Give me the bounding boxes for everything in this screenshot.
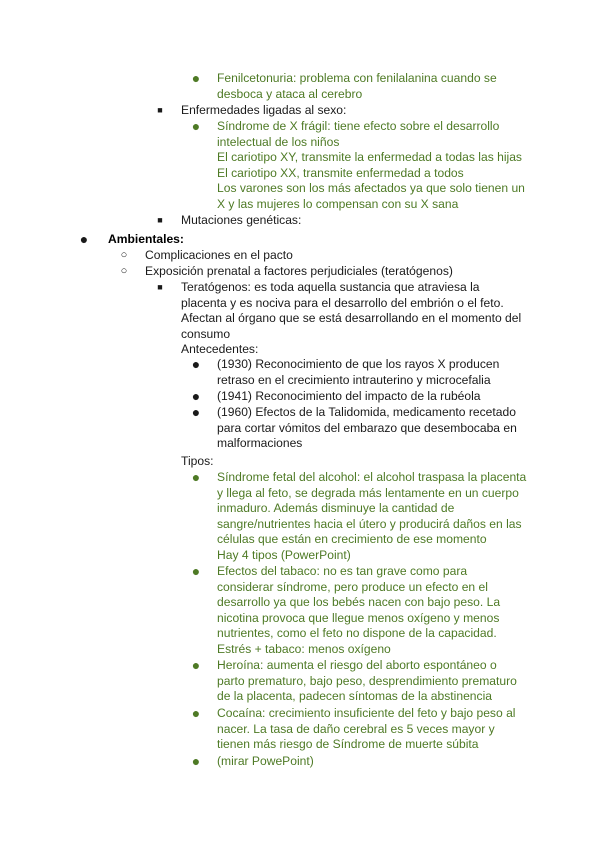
- text-line: y llega al feto, se degrada más lentamente en un cuerpo: [217, 485, 519, 500]
- text-line: Los varones son los más afectados ya que solo tienen un: [217, 181, 525, 196]
- list-item-text: [217, 389, 481, 405]
- list-item-text: [181, 454, 213, 470]
- bullet-square-icon: ■: [157, 105, 163, 115]
- bullet-dot-icon: ●: [191, 70, 201, 86]
- text-line: (mirar PowePoint): [217, 754, 314, 768]
- text-line: retraso en el crecimiento intrauterino y microcefalia: [217, 372, 491, 387]
- text-line: parto prematuro, bajo peso, desprendimiento prematuro: [217, 673, 517, 688]
- list-item-text: [181, 213, 301, 229]
- text-line: Estrés + tabaco: menos oxígeno: [217, 641, 391, 656]
- list-item-text: [217, 71, 497, 102]
- text-line: Efectos del tabaco: no es tan grave como para: [217, 564, 468, 578]
- text-line: consumo: [181, 326, 231, 341]
- text-line: malformaciones: [217, 436, 303, 451]
- text-line: Complicaciones en el pacto: [145, 248, 293, 262]
- text-line: Heroína: aumenta el riesgo del aborto espontáneo o: [217, 658, 497, 672]
- bullet-square-icon: ■: [157, 215, 163, 225]
- text-line: X y las mujeres lo compensan con su X sana: [217, 196, 459, 211]
- bullet-dot-icon: ●: [191, 469, 201, 485]
- text-line: considerar síndrome, pero produce un efecto en el: [217, 579, 488, 594]
- bullet-dot-icon: ●: [191, 705, 201, 721]
- text-line: (1930) Reconocimiento de que los rayos X producen: [217, 357, 500, 371]
- text-line: nicotina provoca que llegue menos oxígeno y menos: [217, 610, 500, 625]
- text-line: inmaduro. Además disminuye la cantidad de: [217, 501, 455, 516]
- list-item-text: [217, 658, 517, 705]
- list-item-text: [108, 232, 184, 248]
- bullet-dot-icon: ●: [191, 404, 201, 420]
- text-line: Antecedentes:: [181, 342, 259, 357]
- text-line: El cariotipo XY, transmite la enfermedad a todas las hijas: [217, 150, 522, 165]
- text-line: tienen más riesgo de Síndrome de muerte súbita: [217, 737, 479, 752]
- text-line: Teratógenos: es toda aquella sustancia que atraviesa la: [181, 280, 480, 294]
- text-line: placenta y es nociva para el desarrollo del embrión o el feto.: [181, 295, 504, 310]
- list-item-text: [217, 470, 526, 564]
- list-item-text: [217, 405, 517, 452]
- list-item-text: [217, 357, 499, 388]
- bullet-circle-icon: ○: [120, 265, 128, 277]
- text-line: Cocaína: crecimiento insuficiente del feto y bajo peso al: [217, 706, 516, 720]
- text-line: intelectual de los niños: [217, 134, 340, 149]
- text-line: nutrientes, como el feto no dispone de la capacidad.: [217, 626, 497, 641]
- text-line: Fenilcetonuria: problema con fenilalanina cuando se: [217, 71, 497, 85]
- text-line: desboca y ataca al cerebro: [217, 86, 363, 101]
- text-line: Mutaciones genéticas:: [181, 213, 302, 227]
- bullet-dot-icon: ●: [191, 753, 201, 769]
- bullet-square-icon: ■: [157, 282, 163, 292]
- bullet-dot-icon: ●: [191, 356, 201, 372]
- bullet-circle-icon: ○: [120, 249, 128, 261]
- text-line: sangre/nutrientes hacia el útero y producirá daños en las: [217, 516, 522, 531]
- list-item-text: [217, 706, 515, 753]
- text-line: para cortar vómitos del embarazo que desembocaba en: [217, 420, 517, 435]
- list-item-text: [145, 248, 293, 264]
- list-item-text: [217, 754, 314, 770]
- text-line: Síndrome de X frágil: tiene efecto sobre el desarrollo: [217, 119, 500, 133]
- list-item-text: [217, 564, 500, 658]
- list-item-text: [217, 119, 525, 213]
- text-line: El cariotipo XX, transmite enfermedad a todos: [217, 165, 464, 180]
- text-line: células que están en crecimiento de ese momento: [217, 532, 487, 547]
- text-line: nacer. La tasa de daño cerebral es 5 veces mayor y: [217, 721, 495, 736]
- text-line: de la placenta, padecen síntomas de la abstinencia: [217, 689, 492, 704]
- bullet-dot-icon: ●: [191, 563, 201, 579]
- text-line: Afectan al órgano que se está desarrollando en el momento del: [181, 311, 522, 326]
- list-item-text: [181, 280, 521, 358]
- bullet-dot-icon: ●: [191, 388, 201, 404]
- text-line: Enfermedades ligadas al sexo:: [181, 103, 347, 117]
- list-item-text: [145, 264, 453, 280]
- text-line: Exposición prenatal a factores perjudiciales (teratógenos): [145, 264, 453, 278]
- text-line: desarrollo ya que los bebés nacen con bajo peso. La: [217, 595, 501, 610]
- text-line: Tipos:: [181, 454, 214, 468]
- text-line: Ambientales:: [108, 232, 184, 246]
- bullet-dot-icon: ●: [191, 118, 201, 134]
- text-line: (1941) Reconocimiento del impacto de la rubéola: [217, 389, 481, 403]
- text-line: (1960) Efectos de la Talidomida, medicamento recetado: [217, 405, 516, 419]
- bullet-dot-icon: ●: [191, 657, 201, 673]
- text-line: Síndrome fetal del alcohol: el alcohol traspasa la placenta: [217, 470, 527, 484]
- text-line: Hay 4 tipos (PowerPoint): [217, 547, 351, 562]
- bullet-dot-icon: ●: [79, 231, 89, 247]
- list-item-text: [181, 103, 346, 119]
